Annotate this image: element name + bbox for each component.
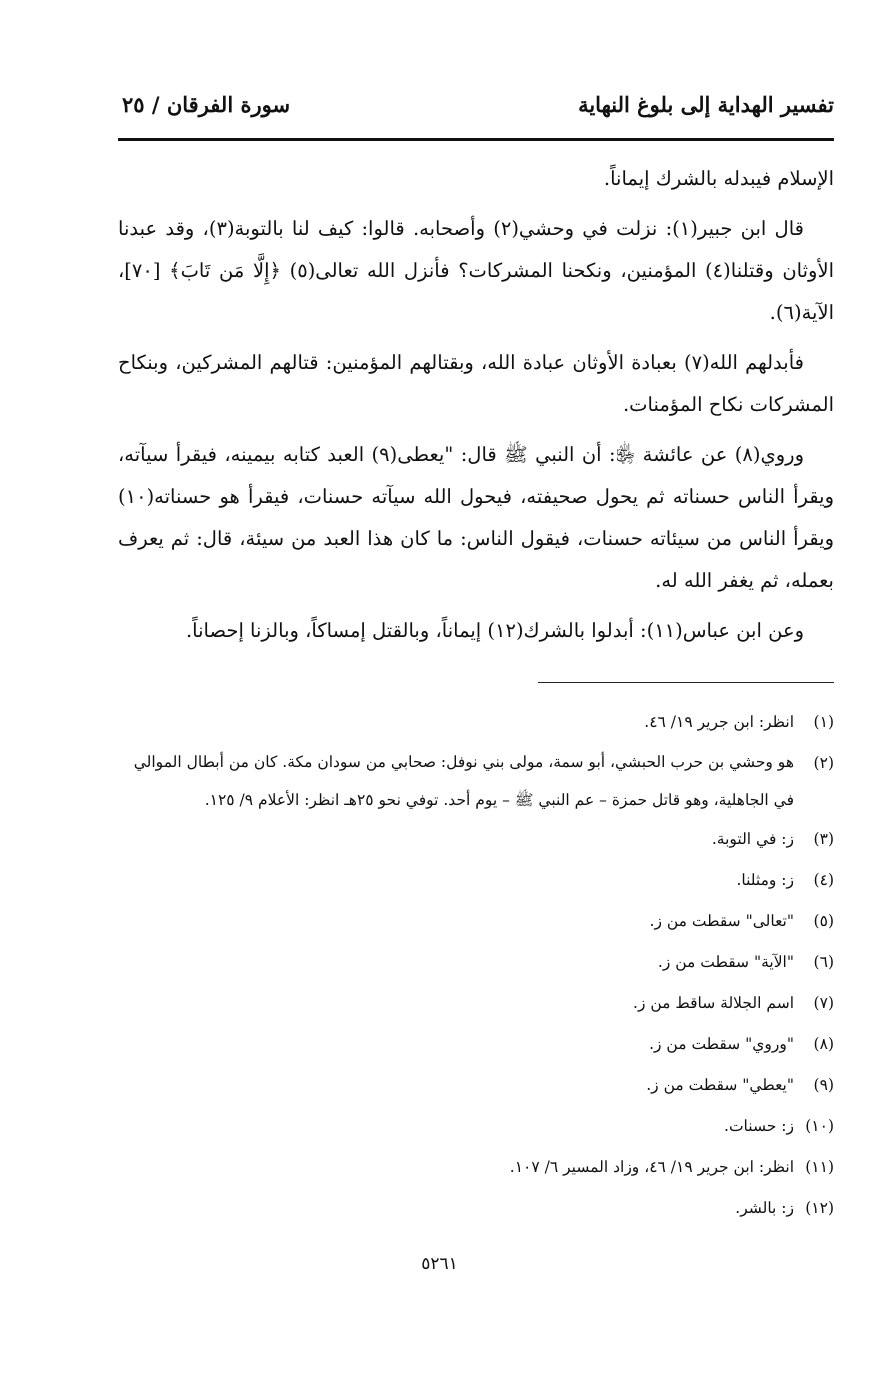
footnote bbox=[118, 1106, 834, 1147]
paragraph-5: وعن ابن عباس(١١): أبدلوا بالشرك(١٢) إيماناً، وبالقتل إمساكاً، وبالزنا إحصاناً. bbox=[185, 619, 804, 642]
main-text bbox=[118, 158, 834, 652]
footnote-text: هو وحشي بن حرب الحبشي، أبو سمة، مولى بني نوفل: صحابي من سودان مكة. كان من أبطال الموالي في الجاهلية، وهو قاتل حمزة – عم النبي ﷺ – يوم أحد. توفي نحو ٢٥هـ انظر: الأعلام ٩/ ١٢٥. bbox=[133, 753, 794, 809]
book-title: تفسير الهداية إلى بلوغ النهاية bbox=[578, 92, 834, 117]
surah-label: سورة الفرقان / ٢٥ bbox=[122, 92, 291, 117]
footnote-number: (١٠) bbox=[805, 1117, 834, 1135]
page-number: ٥٢٦١ bbox=[421, 1254, 458, 1274]
footnote-number: (٩) bbox=[813, 1076, 834, 1094]
footnote-number: (٧) bbox=[813, 994, 834, 1012]
footnote-number: (٦) bbox=[813, 953, 834, 971]
footnote bbox=[118, 1024, 834, 1065]
footnote bbox=[118, 860, 834, 901]
paragraph-4: وروي(٨) عن عائشة ﵂: أن النبي ﷺ قال: "يعطى(٩) العبد كتابه بيمينه، فيقرأ سيآته، ويقرأ الناس حسناته ثم يحول صحيفته، فيحول الله سيآته حسنات، فيقرأ هو حسناته(١٠) ويقرأ الناس من سيئاته حسنات، فيقول الناس: ما كان هذا العبد من سيئة، قال: ثم يعرف بعمله، ثم يغفر الله له. bbox=[118, 443, 834, 592]
footnote-number: (١) bbox=[813, 713, 834, 731]
footnote-text: ز: حسنات. bbox=[724, 1117, 794, 1135]
footnote bbox=[118, 702, 834, 743]
footnote bbox=[118, 983, 834, 1024]
footnote bbox=[118, 1065, 834, 1106]
footnote-number: (٨) bbox=[813, 1035, 834, 1053]
footnotes bbox=[118, 702, 834, 1229]
footnote bbox=[118, 942, 834, 983]
footnote-number: (١٢) bbox=[805, 1199, 834, 1217]
paragraph-1: الإسلام فيبدله بالشرك إيماناً. bbox=[603, 167, 834, 190]
footnote-text: اسم الجلالة ساقط من ز. bbox=[633, 994, 794, 1012]
footnote-text: ز: في التوبة. bbox=[711, 830, 794, 848]
footnote bbox=[118, 901, 834, 942]
footnote-text: "يعطي" سقطت من ز. bbox=[646, 1076, 794, 1094]
footnote-rule bbox=[538, 682, 834, 683]
footnote-number: (١١) bbox=[805, 1158, 834, 1176]
footnote-text: انظر: ابن جرير ١٩/ ٤٦، وزاد المسير ٦/ ١٠٧. bbox=[509, 1158, 794, 1176]
footnote-text: "تعالى" سقطت من ز. bbox=[649, 912, 794, 930]
footnote-text: "وروي" سقطت من ز. bbox=[649, 1035, 794, 1053]
footnote-text: ز: ومثلنا. bbox=[736, 871, 794, 889]
footnote bbox=[118, 1147, 834, 1188]
paragraph-2: قال ابن جبير(١): نزلت في وحشي(٢) وأصحابه. قالوا: كيف لنا بالتوبة(٣)، وقد عبدنا الأوثان وقتلنا(٤) المؤمنين، ونكحنا المشركات؟ فأنزل الله تعالى(٥) ﴿إِلَّا مَن تَابَ﴾ [٧٠]، الآية(٦). bbox=[118, 217, 834, 324]
footnote-text: انظر: ابن جرير ١٩/ ٤٦. bbox=[644, 713, 794, 731]
footnote-number: (٤) bbox=[813, 871, 834, 889]
footnote-text: "الآية" سقطت من ز. bbox=[657, 953, 794, 971]
footnote-number: (٥) bbox=[813, 912, 834, 930]
footnote bbox=[118, 819, 834, 860]
running-header bbox=[118, 92, 834, 128]
footnote-number: (٣) bbox=[813, 830, 834, 848]
paragraph-3: فأبدلهم الله(٧) بعبادة الأوثان عبادة الله، وبقتالهم المؤمنين: قتالهم المشركين، وبنكاح المشركات نكاح المؤمنات. bbox=[118, 351, 834, 416]
footnote bbox=[118, 743, 834, 819]
footnote-number: (٢) bbox=[813, 754, 834, 772]
footnote bbox=[118, 1188, 834, 1229]
header-rule bbox=[118, 138, 834, 141]
footnote-text: ز: بالشر. bbox=[735, 1199, 794, 1217]
